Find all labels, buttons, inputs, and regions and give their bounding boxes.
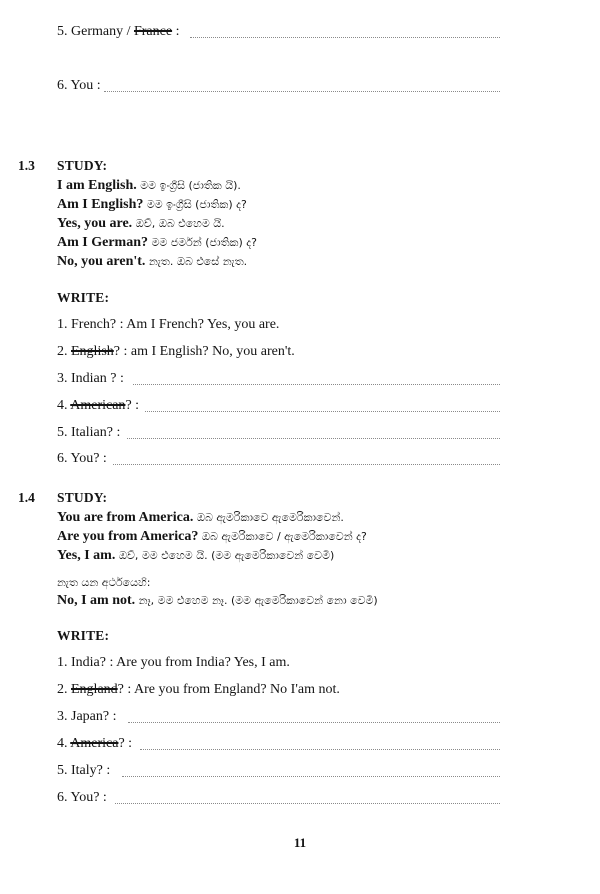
study-line: No, I am not. නෑ, මම එහෙම නෑ. (මම ඇමෙරිකාවෙන් නො වෙමි) xyxy=(57,593,378,608)
write-item-3: 3. Japan? : xyxy=(57,709,117,724)
answer-line xyxy=(115,803,500,804)
study-line: Am I German? මම ජර්මන් (ජාතික) ද? xyxy=(57,235,257,250)
top-item-6: 6. You : xyxy=(57,78,101,93)
answer-line xyxy=(113,464,500,465)
study-line: Yes, you are. ඔව්, ඔබ එහෙම යි. xyxy=(57,216,225,231)
section-number: 1.4 xyxy=(18,490,35,505)
section-number: 1.3 xyxy=(18,158,35,173)
study-line: Yes, I am. ඔව්, මම එහෙම යි. (මම ඇමෙරිකාවෙන් වෙමි) xyxy=(57,548,335,563)
write-item-3: 3. Indian ? : xyxy=(57,371,124,386)
answer-line xyxy=(145,411,500,412)
study-line: No, you aren't. නැත. ඔබ එසේ නැත. xyxy=(57,254,248,269)
write-item-4: 4. America? : xyxy=(57,736,133,751)
study-line: Am I English? මම ඉංග්‍රීසි (ජාතික) ද? xyxy=(57,197,247,212)
answer-line xyxy=(128,722,500,723)
study-line: නැත යන අර්ථයෙහි: xyxy=(57,576,151,589)
write-item-4: 4. American? : xyxy=(57,398,140,413)
write-item-5: 5. Italian? : xyxy=(57,425,121,440)
write-item-2: 2. English? : am I English? No, you aren't. xyxy=(57,344,295,359)
study-heading: STUDY: xyxy=(57,490,108,505)
study-line: I am English. මම ඉංග්‍රීසි (ජාතික යි). xyxy=(57,178,241,193)
write-item-2: 2. England? : Are you from England? No I'am not. xyxy=(57,682,340,697)
write-item-1: 1. India? : Are you from India? Yes, I am. xyxy=(57,655,290,670)
answer-line xyxy=(140,749,500,750)
write-item-6: 6. You? : xyxy=(57,451,107,466)
answer-line xyxy=(122,776,500,777)
answer-line xyxy=(104,91,500,92)
write-heading: WRITE: xyxy=(57,290,110,305)
top-item-5: 5. Germany / France : xyxy=(57,24,180,39)
write-item-1: 1. French? : Am I French? Yes, you are. xyxy=(57,317,280,332)
study-line: You are from America. ඔබ ඇමරිකාවෙ ඇමෙරිකාවෙන්. xyxy=(57,510,344,525)
write-item-5: 5. Italy? : xyxy=(57,763,111,778)
write-heading: WRITE: xyxy=(57,628,110,643)
answer-line xyxy=(127,438,500,439)
study-line: Are you from America? ඔබ ඇමරිකාවෙ / ඇමෙරිකාවෙන් ද? xyxy=(57,529,367,544)
answer-line xyxy=(133,384,500,385)
page-number: 11 xyxy=(293,835,307,850)
answer-line xyxy=(190,37,500,38)
write-item-6: 6. You? : xyxy=(57,790,107,805)
study-heading: STUDY: xyxy=(57,158,108,173)
